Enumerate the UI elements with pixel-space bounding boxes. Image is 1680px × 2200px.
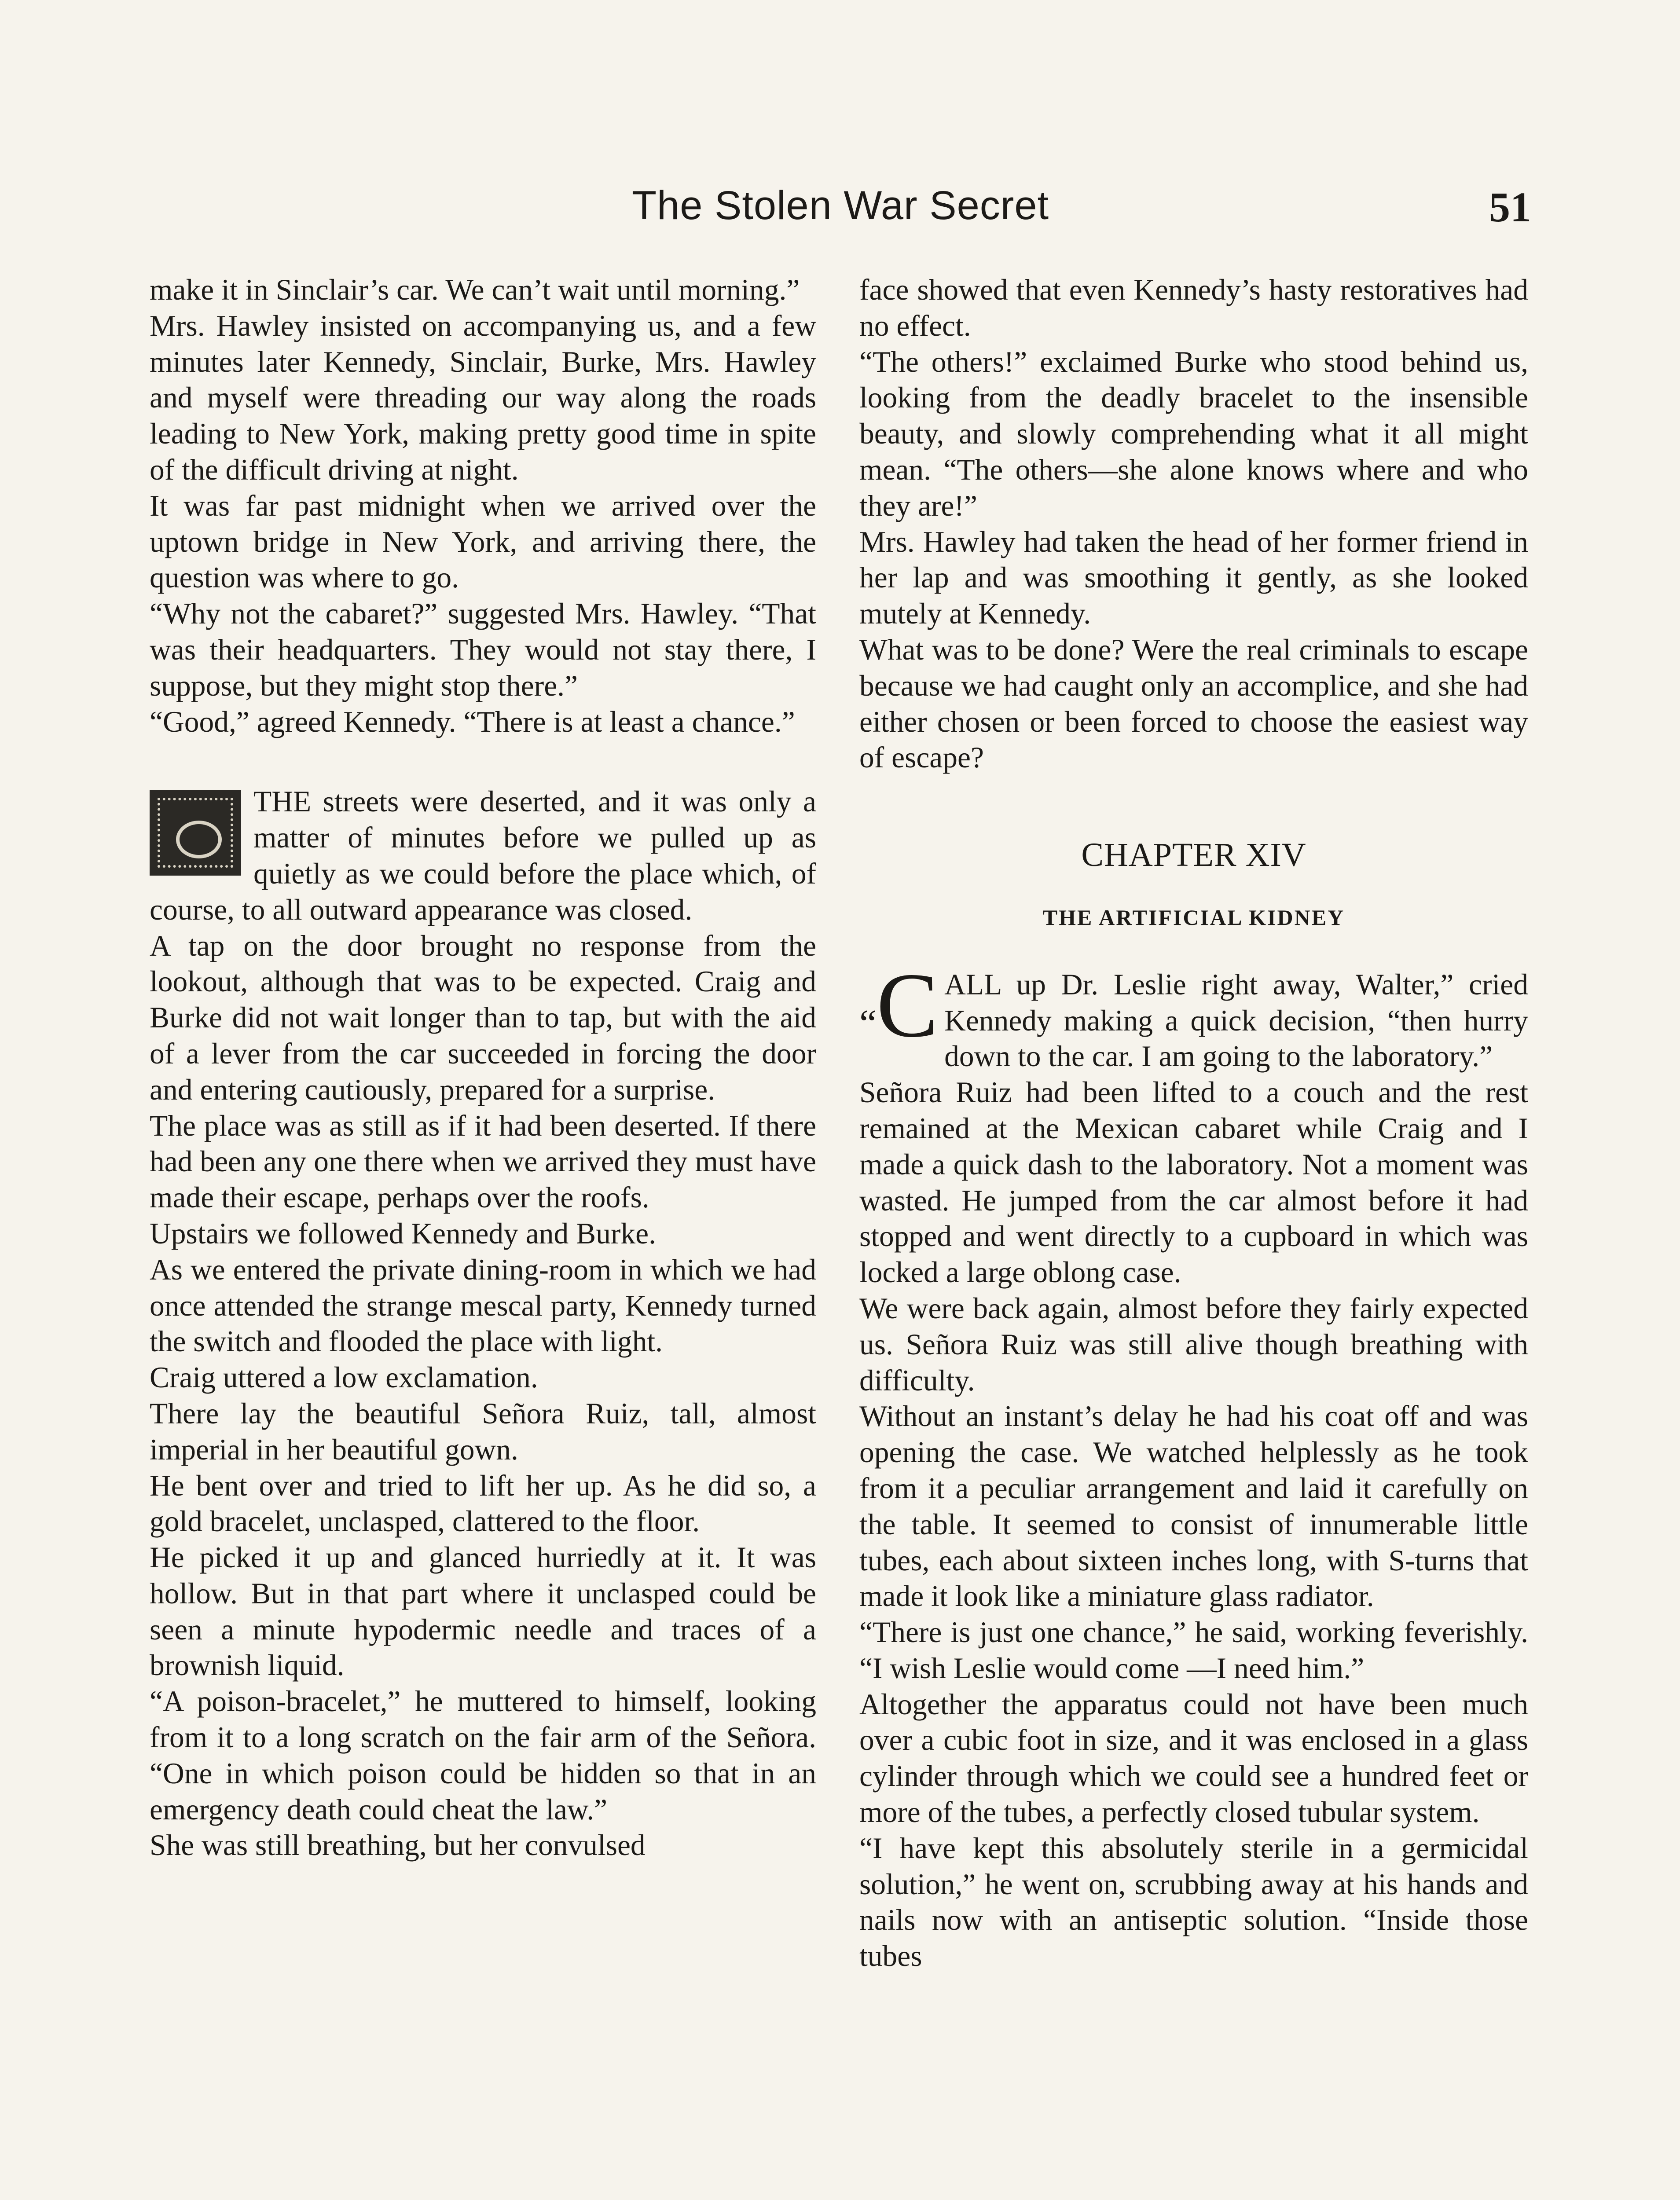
ornamental-dropcap-icon (150, 790, 241, 876)
paragraph: “There is just one chance,” he said, working feverishly. “I wish Leslie would come —I need him.” (859, 1616, 1528, 1685)
paragraph: face showed that even Kennedy’s hasty restoratives had no effect. (859, 273, 1528, 342)
chapter-opening-paragraph (859, 954, 1528, 1074)
section-opening-text: THE streets were deserted, and it was only a matter of minutes before we pulled up as quietly as we could before the place which, of course, to all outward appearance was closed. (150, 785, 816, 926)
paragraph: There lay the beautiful Señora Ruiz, tall, almost imperial in her beautiful gown. (150, 1397, 816, 1466)
dropcap-letter: C (877, 954, 939, 1056)
paragraph: “Good,” agreed Kennedy. “There is at least a chance.” (150, 705, 795, 738)
page-number: 51 (1489, 183, 1531, 231)
paragraph: It was far past midnight when we arrived over the uptown bridge in New York, and arriving there, the question was where to go. (150, 489, 816, 594)
paragraph: “The others!” exclaimed Burke who stood behind us, looking from the deadly bracelet to the insensible beauty, and slowly comprehending what it all might mean. “The others—she alone knows where and who they are!” (859, 345, 1528, 522)
paragraph: He bent over and tried to lift her up. As he did so, a gold bracelet, unclasped, clattered to the floor. (150, 1469, 816, 1538)
paragraph: We were back again, almost before they fairly expected us. Señora Ruiz was still alive though breathing with difficulty. (859, 1291, 1528, 1397)
left-column (150, 272, 816, 1863)
paragraph: As we entered the private dining-room in which we had once attended the strange mescal party, Kennedy turned the switch and flooded the place with light. (150, 1253, 816, 1358)
paragraph: Mrs. Hawley insisted on accompanying us, and a few minutes later Kennedy, Sinclair, Burke, Mrs. Hawley and myself were threading our way along the roads leading to New York, making pretty good time in spite of the difficult driving at night. (150, 309, 816, 486)
paragraph: “A poison-bracelet,” he muttered to himself, looking from it to a long scratch on the fair arm of the Señora. “One in which poison could be hidden so that in an emergency death could cheat the law.” (150, 1685, 816, 1826)
dropcap (859, 954, 939, 1059)
section-opening-paragraph (150, 784, 816, 928)
section-break (150, 740, 816, 784)
paragraph: Upstairs we followed Kennedy and Burke. (150, 1217, 656, 1250)
paragraph: “Why not the cabaret?” suggested Mrs. Hawley. “That was their headquarters. They would not stay there, I suppose, but they might stop there.” (150, 597, 816, 702)
paragraph: Craig uttered a low exclamation. (150, 1361, 538, 1394)
chapter-opening-text: ALL up Dr. Leslie right away, Walter,” cried Kennedy making a quick decision, “then hurry down to the car. I am going to the laboratory.” (944, 968, 1528, 1073)
chapter-heading: CHAPTER XIV (1081, 836, 1306, 874)
paragraph: He picked it up and glanced hurriedly at it. It was hollow. But in that part where it unclasped could be seen a minute hypodermic needle and traces of a brownish liquid. (150, 1541, 816, 1682)
paragraph: She was still breathing, but her convulsed (150, 1829, 646, 1862)
page-header (150, 174, 1531, 244)
paragraph: Altogether the apparatus could not have been much over a cubic foot in size, and it was enclosed in a glass cylinder through which we could see a hundred feet or more of the tubes, a perfectly closed tubular system. (859, 1687, 1528, 1829)
running-title: The Stolen War Secret (631, 183, 1049, 228)
paragraph: Without an instant’s delay he had his coat off and was opening the case. We watched helplessly as he took from it a peculiar arrangement and laid it carefully on the table. It seemed to consist of innumerable little tubes, each about sixteen inches long, with S-turns that made it look like a miniature glass radiator. (859, 1400, 1528, 1613)
chapter-subtitle: THE ARTIFICIAL KIDNEY (1042, 905, 1345, 930)
paragraph: A tap on the door brought no response from the lookout, although that was to be expected. Craig and Burke did not wait longer than to tap, but with the aid of a lever from the car succeeded in forcing the door and entering cautiously, prepared for a surprise. (150, 929, 816, 1106)
paragraph: make it in Sinclair’s car. We can’t wait until morning.” (150, 273, 800, 306)
right-column (859, 272, 1528, 1974)
paragraph: Señora Ruiz had been lifted to a couch and the rest remained at the Mexican cabaret while Craig and I made a quick dash to the laboratory. Not a moment was wasted. He jumped from the car almost before it had stopped and went directly to a cupboard in which was locked a large oblong case. (859, 1076, 1528, 1289)
dropcap-quote: “ (859, 1002, 877, 1045)
paragraph: The place was as still as if it had been deserted. If there had been any one there when we arrived they must have made their escape, perhaps over the roofs. (150, 1109, 816, 1214)
paragraph: Mrs. Hawley had taken the head of her former friend in her lap and was smoothing it gently, as she looked mutely at Kennedy. (859, 525, 1528, 631)
paragraph: What was to be done? Were the real criminals to escape because we had caught only an accomplice, and she had either chosen or been forced to choose the easiest way of escape? (859, 633, 1528, 774)
paragraph: “I have kept this absolutely sterile in a germicidal solution,” he went on, scrubbing away at his hands and nails now with an antiseptic solution. “Inside those tubes (859, 1831, 1528, 1973)
